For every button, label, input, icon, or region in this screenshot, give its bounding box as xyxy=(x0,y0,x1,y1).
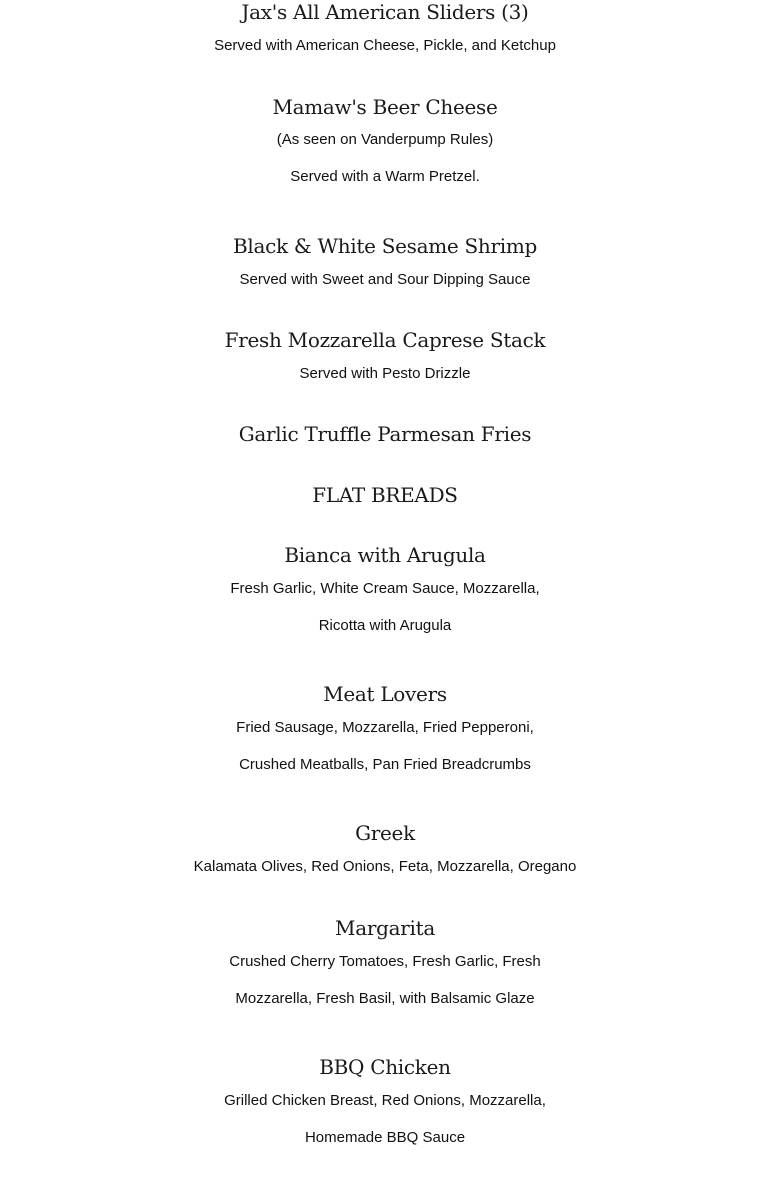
menu-item-description: Served with Sweet and Sour Dipping Sauce xyxy=(239,271,531,288)
menu-item-title: Mamaw's Beer Cheese xyxy=(272,95,498,119)
menu-item-description: Kalamata Olives, Red Onions, Feta, Mozzarella, Oregano xyxy=(193,858,577,875)
menu-item-title: Black & White Sesame Shrimp xyxy=(232,234,537,258)
menu-item-description: Crushed Cherry Tomatoes, Fresh Garlic, Fresh xyxy=(229,953,541,970)
menu-item-description: Fresh Garlic, White Cream Sauce, Mozzarella, xyxy=(230,580,540,597)
menu-item-description: (As seen on Vanderpump Rules) xyxy=(276,131,494,148)
menu-item-title: Margarita xyxy=(335,916,435,940)
menu-item-title: Greek xyxy=(355,821,415,845)
menu-item-title: Fresh Mozzarella Caprese Stack xyxy=(224,328,546,352)
menu-item-description: Served with a Warm Pretzel. xyxy=(290,168,480,185)
menu-item-description: Ricotta with Arugula xyxy=(318,617,452,634)
menu-item-title: BBQ Chicken xyxy=(319,1055,451,1079)
menu-item-title: Jax's All American Sliders (3) xyxy=(241,0,529,24)
menu-item-title: Bianca with Arugula xyxy=(284,543,486,567)
section-heading-flat-breads: FLAT BREADS xyxy=(312,483,458,507)
menu-item-description: Mozzarella, Fresh Basil, with Balsamic Glaze xyxy=(235,990,535,1007)
menu-item-description: Homemade BBQ Sauce xyxy=(304,1129,466,1146)
menu-item-description: Crushed Meatballs, Pan Fried Breadcrumbs xyxy=(239,756,531,773)
menu-item-description: Fried Sausage, Mozzarella, Fried Pepperoni, xyxy=(236,719,534,736)
menu-item-title: Garlic Truffle Parmesan Fries xyxy=(238,422,532,446)
menu-item-description: Served with American Cheese, Pickle, and Ketchup xyxy=(214,37,556,54)
menu-item-description: Served with Pesto Drizzle xyxy=(299,365,471,382)
menu-item-description: Grilled Chicken Breast, Red Onions, Mozzarella, xyxy=(224,1092,546,1109)
menu-item-title: Meat Lovers xyxy=(323,682,447,706)
